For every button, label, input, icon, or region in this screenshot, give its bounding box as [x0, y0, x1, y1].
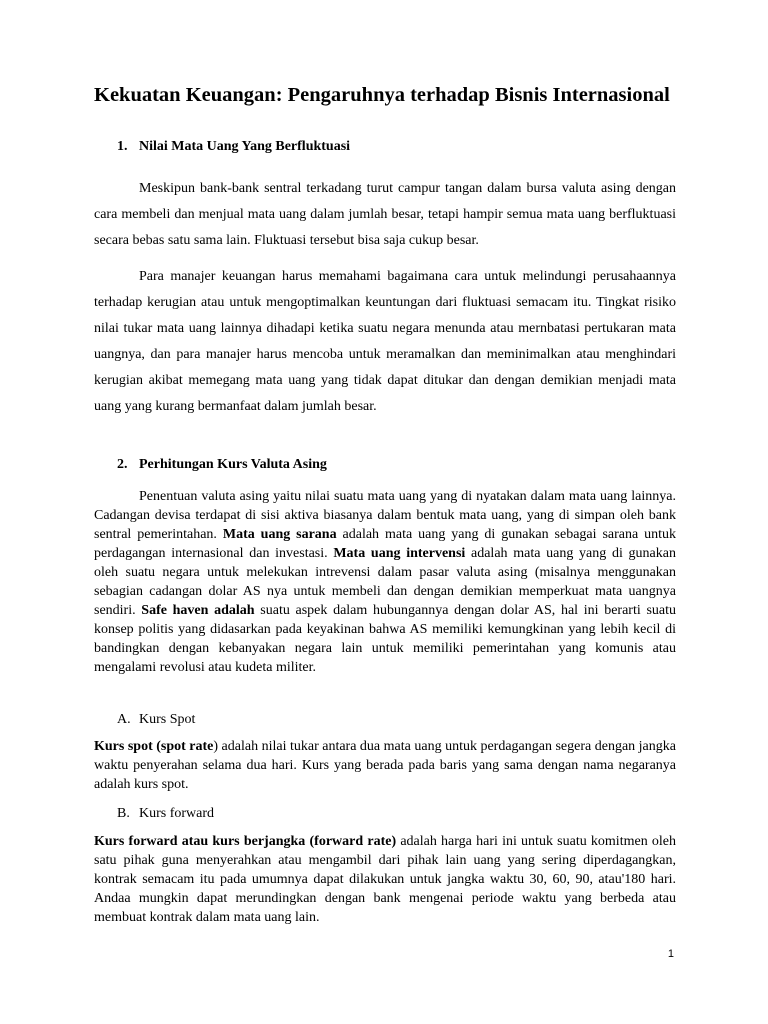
subsection-a-text: ) adalah nilai tukar antara dua mata uang untuk perdagangan segera dengan jangka waktu penyerahan selama dua hari. Kurs yang berada pada baris yang sama dengan nama negaranya adalah kurs spot. [94, 739, 676, 792]
subsection-b-letter: B. [117, 806, 130, 821]
subsection-a-title: Kurs Spot [139, 712, 196, 727]
subsection-a-paragraph [94, 737, 676, 794]
page-number: 1 [667, 948, 674, 960]
section-2-title: Perhitungan Kurs Valuta Asing [139, 457, 327, 472]
section-1-paragraph-1: Meskipun bank-bank sentral terkadang turut campur tangan dalam bursa valuta asing dengan cara membeli dan menjual mata uang dalam jumlah besar, tetapi hampir semua mata uang berfluktuasi secara bebas satu sama lain. Fluktuasi tersebut bisa saja cukup besar. [94, 181, 676, 248]
section-2-text-3: adalah mata uang yang di gunakan oleh suatu negara untuk melekukan intrevensi dalam pasar valuta asing (misalnya menggunakan sebagian cadangan dolar AS nya untuk membeli dan dengan demikian memperkuat mata uangnya sendiri. [94, 546, 676, 618]
subsection-a-heading [117, 712, 195, 728]
subsection-b-paragraph [94, 832, 676, 927]
term-safe-haven: Safe haven adalah [141, 603, 255, 618]
term-mata-uang-intervensi: Mata uang intervensi [333, 546, 466, 561]
section-1-paragraph-2: Para manajer keuangan harus memahami bagaimana cara untuk melindungi perusahaannya terhadap kerugian atau untuk mengoptimalkan keuntungan dari fluktuasi semacam itu. Tingkat risiko nilai tukar mata uang lainnya dihadapi ketika suatu negara menunda atau mernbatasi pertukaran mata uangnya, dan para manajer harus mencoba untuk meramalkan dan meminimalkan atau menghindari kerugian akibat memegang mata uang yang tidak dapat ditukar dan dengan demikian menjadi mata uang yang kurang bermanfaat dalam jumlah besar. [94, 269, 676, 414]
term-kurs-forward: Kurs forward atau kurs berjangka (forward rate) [94, 834, 397, 849]
section-2-number: 2. [117, 457, 128, 472]
subsection-b-title: Kurs forward [139, 806, 215, 821]
subsection-b-text: adalah harga hari ini untuk suatu komitmen oleh satu pihak guna menyerahkan atau mengambil dari pihak lain uang yang sering diperdagangkan, kontrak semacam itu pada umumnya dapat dilakukan untuk jangka waktu 30, 60, 90, atau'180 hari. Andaa mungkin dapat merundingkan dengan bank mengenai periode waktu yang berbeda atau membuat kontrak dalam mata uang lain. [94, 834, 677, 925]
section-2-heading [117, 457, 327, 473]
section-2-text-4: suatu aspek dalam hubungannya dengan dolar AS, hal ini berarti suatu konsep politis yang didasarkan pada keyakinan bahwa AS memiliki kemungkinan yang lebih kecil di bandingkan dengan kebanyakan negara lain untuk memiliki pemerintahan yang komunis atau mengalami revolusi atau kudeta militer. [94, 603, 676, 675]
subsection-b-heading [117, 806, 214, 822]
term-kurs-spot: Kurs spot (spot rate [94, 739, 214, 754]
document-title: Kekuatan Keuangan: Pengaruhnya terhadap Bisnis Internasional [94, 84, 670, 106]
section-1-heading [117, 139, 350, 155]
section-2-paragraph [94, 487, 676, 677]
section-1-number: 1. [117, 139, 128, 154]
section-1-title: Nilai Mata Uang Yang Berfluktuasi [139, 139, 351, 154]
section-2-text-1: Penentuan valuta asing yaitu nilai suatu mata uang yang di nyatakan dalam mata uang lainnya. Cadangan devisa terdapat di sisi aktiva biasanya dalam bentuk mata uang, yang di simpan oleh bank sentral pemerintahan. [94, 489, 676, 542]
term-mata-uang-sarana: Mata uang sarana [222, 527, 337, 542]
section-2-text-2: adalah mata uang yang di gunakan sebagai sarana untuk perdagangan internasional dan investasi. [94, 527, 676, 561]
subsection-a-letter: A. [117, 712, 131, 727]
